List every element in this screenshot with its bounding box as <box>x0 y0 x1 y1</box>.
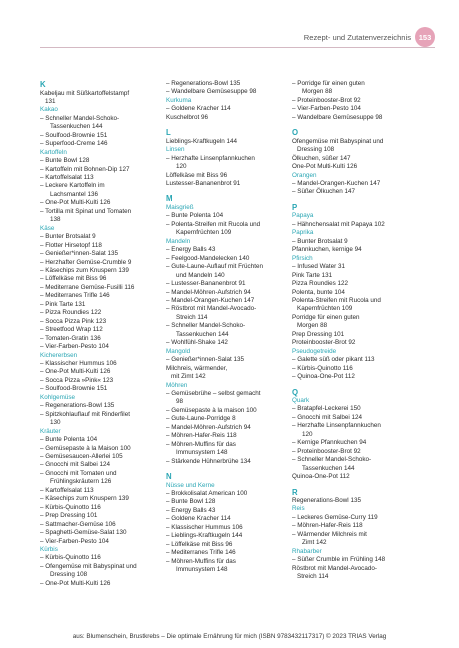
index-entry-continuation: Immunsystem 148 <box>176 566 228 574</box>
index-entry-continuation: Streich 114 <box>297 573 329 581</box>
index-entry: – Gemüsepaste à la Maison 100 <box>40 444 131 452</box>
index-entry-continuation: Dressing 108 <box>297 146 335 154</box>
index-entry: – Schneller Mandel-Schoko- <box>166 322 246 330</box>
index-letter-heading: L <box>166 128 171 138</box>
index-entry: – Genießer*innen-Salat 135 <box>166 356 245 364</box>
index-entry-continuation: 131 <box>45 97 56 105</box>
index-entry: – Pink Tarte 131 <box>40 300 86 308</box>
index-entry-continuation: Kapernfrüchten 109 <box>176 229 232 237</box>
index-entry-continuation: Immunsystem 148 <box>176 449 228 457</box>
index-entry: Porridge für einen guten <box>292 313 360 321</box>
index-subheading: Papaya <box>292 212 314 220</box>
index-entry: Milchreis, wärmender, <box>166 364 228 372</box>
running-header: Rezept- und Zutatenverzeichnis <box>303 33 411 42</box>
index-entry-continuation: Kapernfrüchten 109 <box>297 305 353 313</box>
index-entry: – Kürbis-Quinotto 116 <box>40 503 101 511</box>
index-entry: – Regenerations-Bowl 135 <box>40 402 115 410</box>
index-entry: – Möhren-Hafer-Reis 118 <box>166 432 237 440</box>
index-entry: – Sattmacher-Gemüse 106 <box>40 520 116 528</box>
index-entry: – Soulfood-Brownie 151 <box>40 131 108 139</box>
index-entry-continuation: Tassenkuchen 144 <box>302 464 355 472</box>
index-entry: – Möhren-Muffins für das <box>166 557 236 565</box>
index-subheading: Pseudogetreide <box>292 347 337 355</box>
index-entry: – Süßer Ölkuchen 147 <box>292 188 356 196</box>
index-entry: – Bratapfel-Leckerei 150 <box>292 405 361 413</box>
index-entry: – Prep Dressing 101 <box>40 512 98 520</box>
index-entry: Ofengemüse mit Babyspinat und <box>292 137 384 145</box>
index-entry: Pizza Roundies 122 <box>292 280 349 288</box>
index-entry-continuation: Dressing 108 <box>50 571 88 579</box>
index-entry: – Vier-Farben-Pesto 104 <box>40 537 109 545</box>
index-entry: Löffelkäse mit Biss 96 <box>166 171 228 179</box>
index-entry-continuation: 130 <box>50 419 61 427</box>
index-entry: – Käsechips zum Knuspern 139 <box>40 495 129 503</box>
index-entry: – Galette süß oder pikant 113 <box>292 356 375 364</box>
index-entry: Ölkuchen, süßer 147 <box>292 154 351 162</box>
index-entry: – Herzhafte Linsenpfannkuchen <box>292 422 381 430</box>
index-entry: – Spitzkohlauflauf mit Rinderfilet <box>40 410 130 418</box>
index-entry: – Brokkolisalat American 100 <box>166 489 248 497</box>
index-entry: – Kartoffelsalat 113 <box>40 486 94 494</box>
index-entry: – Tortilla mit Spinat und Tomaten <box>40 207 132 215</box>
index-entry: – Energy Balls 43 <box>166 506 216 514</box>
index-entry: Regenerations-Bowl 135 <box>292 497 361 505</box>
index-entry-continuation: 120 <box>302 430 313 438</box>
index-entry: – Wandelbare Gemüsesuppe 98 <box>166 88 257 96</box>
index-entry: – Gnocchi mit Salbei 124 <box>292 413 363 421</box>
index-entry: Pink Tarte 131 <box>292 271 333 279</box>
index-entry: – Superfood-Creme 146 <box>40 140 108 148</box>
index-letter-heading: O <box>292 128 299 138</box>
index-subheading: Kurkuma <box>166 96 192 104</box>
index-entry: – Mandel-Orangen-Kuchen 147 <box>292 180 381 188</box>
index-entry: Lustesser-Bananenbrot 91 <box>166 180 241 188</box>
index-entry: – Bunte Polenta 104 <box>166 212 224 220</box>
index-entry: – Quinoa-One-Pot 112 <box>292 373 355 381</box>
index-entry: – Feelgood-Mandelecken 140 <box>166 254 250 262</box>
index-letter-heading: K <box>40 80 46 89</box>
index-entry: – Goldene Kracher 114 <box>166 105 231 113</box>
header-divider <box>40 47 435 48</box>
index-entry: – Süßer Crumble im Frühling 148 <box>292 556 386 564</box>
index-subheading: Quark <box>292 397 310 404</box>
index-entry: – Gemüsebrühe – selbst gemacht <box>166 389 261 397</box>
index-entry: – Tomaten-Gratin 136 <box>40 334 101 342</box>
index-entry: – Flotter Hirsetopf 118 <box>40 241 102 249</box>
index-entry-continuation: 120 <box>176 163 187 171</box>
index-entry: – Gnocchi mit Salbei 124 <box>40 461 111 469</box>
index-entry: – Energy Balls 43 <box>166 246 216 254</box>
index-entry: – Mandel-Möhren-Aufstrich 94 <box>166 423 251 431</box>
index-entry: – Spaghetti-Gemüse-Salat 130 <box>40 529 127 537</box>
index-entry: – Mandel-Orangen-Kuchen 147 <box>166 296 255 304</box>
index-entry: – Bunter Brotsalat 9 <box>40 233 96 241</box>
index-entry: Kuschelbrot 96 <box>166 113 209 121</box>
index-subheading: Paprika <box>292 229 314 237</box>
index-letter-heading: Q <box>292 387 299 397</box>
index-entry-continuation: Morgen 88 <box>297 322 328 330</box>
index-entry: – Lustesser-Bananenbrot 91 <box>166 280 246 288</box>
index-subheading: Orangen <box>292 171 317 179</box>
index-entry: – Polenta-Streifen mit Rucola und <box>166 220 261 228</box>
index-entry: – Vier-Farben-Pesto 104 <box>292 105 361 113</box>
index-entry: – Kürbis-Quinotto 116 <box>40 554 101 562</box>
index-column-3 <box>292 80 410 582</box>
index-entry: – Kernige Pfannkuchen 94 <box>292 439 367 447</box>
index-subheading: Kartoffeln <box>40 148 67 156</box>
index-entry: Kabeljau mit Süßkartoffelstampf <box>40 89 130 97</box>
index-entry: Lieblings-Kraftkugeln 144 <box>166 137 238 145</box>
index-entry: – Mandel-Möhren-Aufstrich 94 <box>166 288 251 296</box>
index-entry-continuation: Lachsmantel 136 <box>50 190 98 198</box>
index-entry: – Vier-Farben-Pesto 104 <box>40 343 109 351</box>
index-entry: – Bunte Polenta 104 <box>40 436 98 444</box>
index-entry: One-Pot Multi-Kulti 126 <box>292 163 358 171</box>
index-entry: – Kürbis-Quinotto 116 <box>292 364 353 372</box>
index-entry: – Kartoffeln mit Bohnen-Dip 127 <box>40 165 130 173</box>
index-entry: Quinoa-One-Pot 112 <box>292 473 350 481</box>
index-entry: – Pizza Roundies 122 <box>40 309 102 317</box>
index-entry: – Löffelkäse mit Biss 96 <box>40 275 107 283</box>
index-subheading: Linsen <box>166 146 185 154</box>
index-entry-continuation: 138 <box>50 216 61 224</box>
index-entry-continuation: Morgen 88 <box>302 88 333 96</box>
index-entry: Röstbrot mit Mandel-Avocado- <box>292 564 377 572</box>
index-entry: Polenta-Streifen mit Rucola und <box>292 296 381 304</box>
index-entry: – Goldene Kracher 114 <box>166 515 231 523</box>
index-entry: – Bunte Bowl 128 <box>40 157 90 165</box>
index-subheading: Kohlgemüse <box>40 393 76 401</box>
index-subheading: Kräuter <box>40 427 61 435</box>
index-entry: – Bunte Bowl 128 <box>166 498 216 506</box>
index-entry-continuation: Frühlingskräutern 126 <box>50 478 112 486</box>
index-entry: – Wohlfühl-Shake 142 <box>166 339 228 347</box>
index-subheading: Reis <box>292 505 305 513</box>
index-entry: – Gemüsesaucen-Allerlei 105 <box>40 452 123 460</box>
index-entry-continuation: Tassenkuchen 144 <box>176 330 229 338</box>
index-entry-continuation: Tassenkuchen 144 <box>50 123 103 131</box>
index-entry: – Schneller Mandel-Schoko- <box>292 456 372 464</box>
index-entry: – One-Pot Multi-Kulti 126 <box>40 368 111 376</box>
index-entry: – Mediterrane Gemüse-Fusilli 116 <box>40 283 135 291</box>
index-entry: – Käsechips zum Knuspern 139 <box>40 267 129 275</box>
index-entry: – Mediterranes Trifle 146 <box>166 549 236 557</box>
index-letter-heading: R <box>292 487 298 497</box>
page-number-badge: 153 <box>415 27 435 47</box>
index-entry: – Infused Water 31 <box>292 263 345 271</box>
index-subheading: Maisgrieß <box>166 203 194 211</box>
index-entry: – Herzhafter Gemüse-Crumble 9 <box>40 258 132 266</box>
index-entry: Pfannkuchen, kernige 94 <box>292 246 362 254</box>
index-entry: – Löffelkäse mit Biss 96 <box>166 540 233 548</box>
index-entry-continuation: Streich 114 <box>176 313 208 321</box>
index-entry: – Hähnchensalat mit Papaya 102 <box>292 220 385 228</box>
index-subheading: Kakao <box>40 106 58 114</box>
index-entry: – Klassischer Hummus 106 <box>166 523 243 531</box>
index-entry: – Soulfood-Brownie 151 <box>40 385 108 393</box>
index-entry: – Klassischer Hummus 106 <box>40 360 117 367</box>
index-entry: – Schneller Mandel-Schoko- <box>40 114 120 122</box>
index-entry: – Herzhafte Linsenpfannkuchen <box>166 154 255 162</box>
index-subheading: Käse <box>40 224 55 232</box>
index-entry: – Gute-Laune-Porridge 8 <box>166 415 236 423</box>
index-entry: Proteinbooster-Brot 92 <box>292 339 356 347</box>
index-letter-heading: P <box>292 202 298 212</box>
index-entry-continuation: 98 <box>176 398 184 406</box>
index-column-1 <box>40 80 158 588</box>
index-column-2 <box>166 80 284 575</box>
index-entry: – Proteinbooster-Brot 92 <box>292 96 361 104</box>
index-entry: – Streetfood Wrap 112 <box>40 326 103 334</box>
index-letter-heading: M <box>166 194 173 204</box>
index-subheading: Nüsse und Kerne <box>166 481 215 489</box>
index-subheading: Kürbis <box>40 545 58 553</box>
index-subheading: Mangold <box>166 347 191 355</box>
index-entry: – Genießer*innen-Salat 135 <box>40 250 119 258</box>
index-entry: – One-Pot Multi-Kulti 126 <box>40 199 111 207</box>
index-entry: – Leckere Kartoffeln im <box>40 182 105 190</box>
index-entry: – Ofengemüse mit Babyspinat und <box>40 562 137 570</box>
index-entry: – Röstbrot mit Mandel-Avocado- <box>166 305 257 313</box>
index-entry: – Wandelbare Gemüsesuppe 98 <box>292 113 383 121</box>
index-entry: – Wärmender Milchreis mit <box>292 530 367 538</box>
index-entry: – Möhren-Muffins für das <box>166 440 236 448</box>
index-entry: – Gute-Laune-Auflauf mit Früchten <box>166 263 263 271</box>
index-subheading: Kichererbsen <box>40 351 78 359</box>
index-entry: – Gemüsepaste à la maison 100 <box>166 406 257 414</box>
index-entry: – Kartoffelsalat 113 <box>40 174 94 182</box>
index-entry: – Lieblings-Kraftkugeln 144 <box>166 532 243 540</box>
index-entry: – Regenerations-Bowl 135 <box>166 80 241 87</box>
footer-copyright: aus: Blumenschein, Brustkrebs – Die optimale Ernährung für mich (ISBN 9783432117317) © 2023 TRIAS Verlag <box>72 633 387 640</box>
index-subheading: Möhren <box>166 381 188 389</box>
index-entry: – Bunter Brotsalat 9 <box>292 237 348 245</box>
index-subheading: Mandeln <box>166 237 191 245</box>
index-entry: Polenta, bunte 104 <box>292 288 345 296</box>
index-entry: – Socca Pizza »Pink« 123 <box>40 376 114 384</box>
index-entry: – Socca Pizza Pink 123 <box>40 317 107 325</box>
index-entry: – Mediterranes Trifle 146 <box>40 292 110 300</box>
index-entry-continuation: und Mandeln 140 <box>176 271 225 279</box>
index-entry: – Möhren-Hafer-Reis 118 <box>292 522 363 530</box>
index-subheading: Pfirsich <box>292 254 313 262</box>
index-entry: – Porridge für einen guten <box>292 80 365 87</box>
index-entry: – Proteinbooster-Brot 92 <box>292 447 361 455</box>
index-letter-heading: N <box>166 472 172 482</box>
index-entry: – One-Pot Multi-Kulti 126 <box>40 579 111 587</box>
index-entry-continuation: Zimt 142 <box>302 539 327 547</box>
index-entry-continuation: mit Zimt 142 <box>171 373 206 381</box>
index-entry: – Stärkende Hühnerbrühe 134 <box>166 457 251 465</box>
index-subheading: Rhabarber <box>292 547 322 555</box>
index-entry: – Gnocchi mit Tomaten und <box>40 469 117 477</box>
index-entry: Prep Dressing 101 <box>292 330 345 338</box>
index-entry: – Leckeres Gemüse-Curry 119 <box>292 513 378 521</box>
